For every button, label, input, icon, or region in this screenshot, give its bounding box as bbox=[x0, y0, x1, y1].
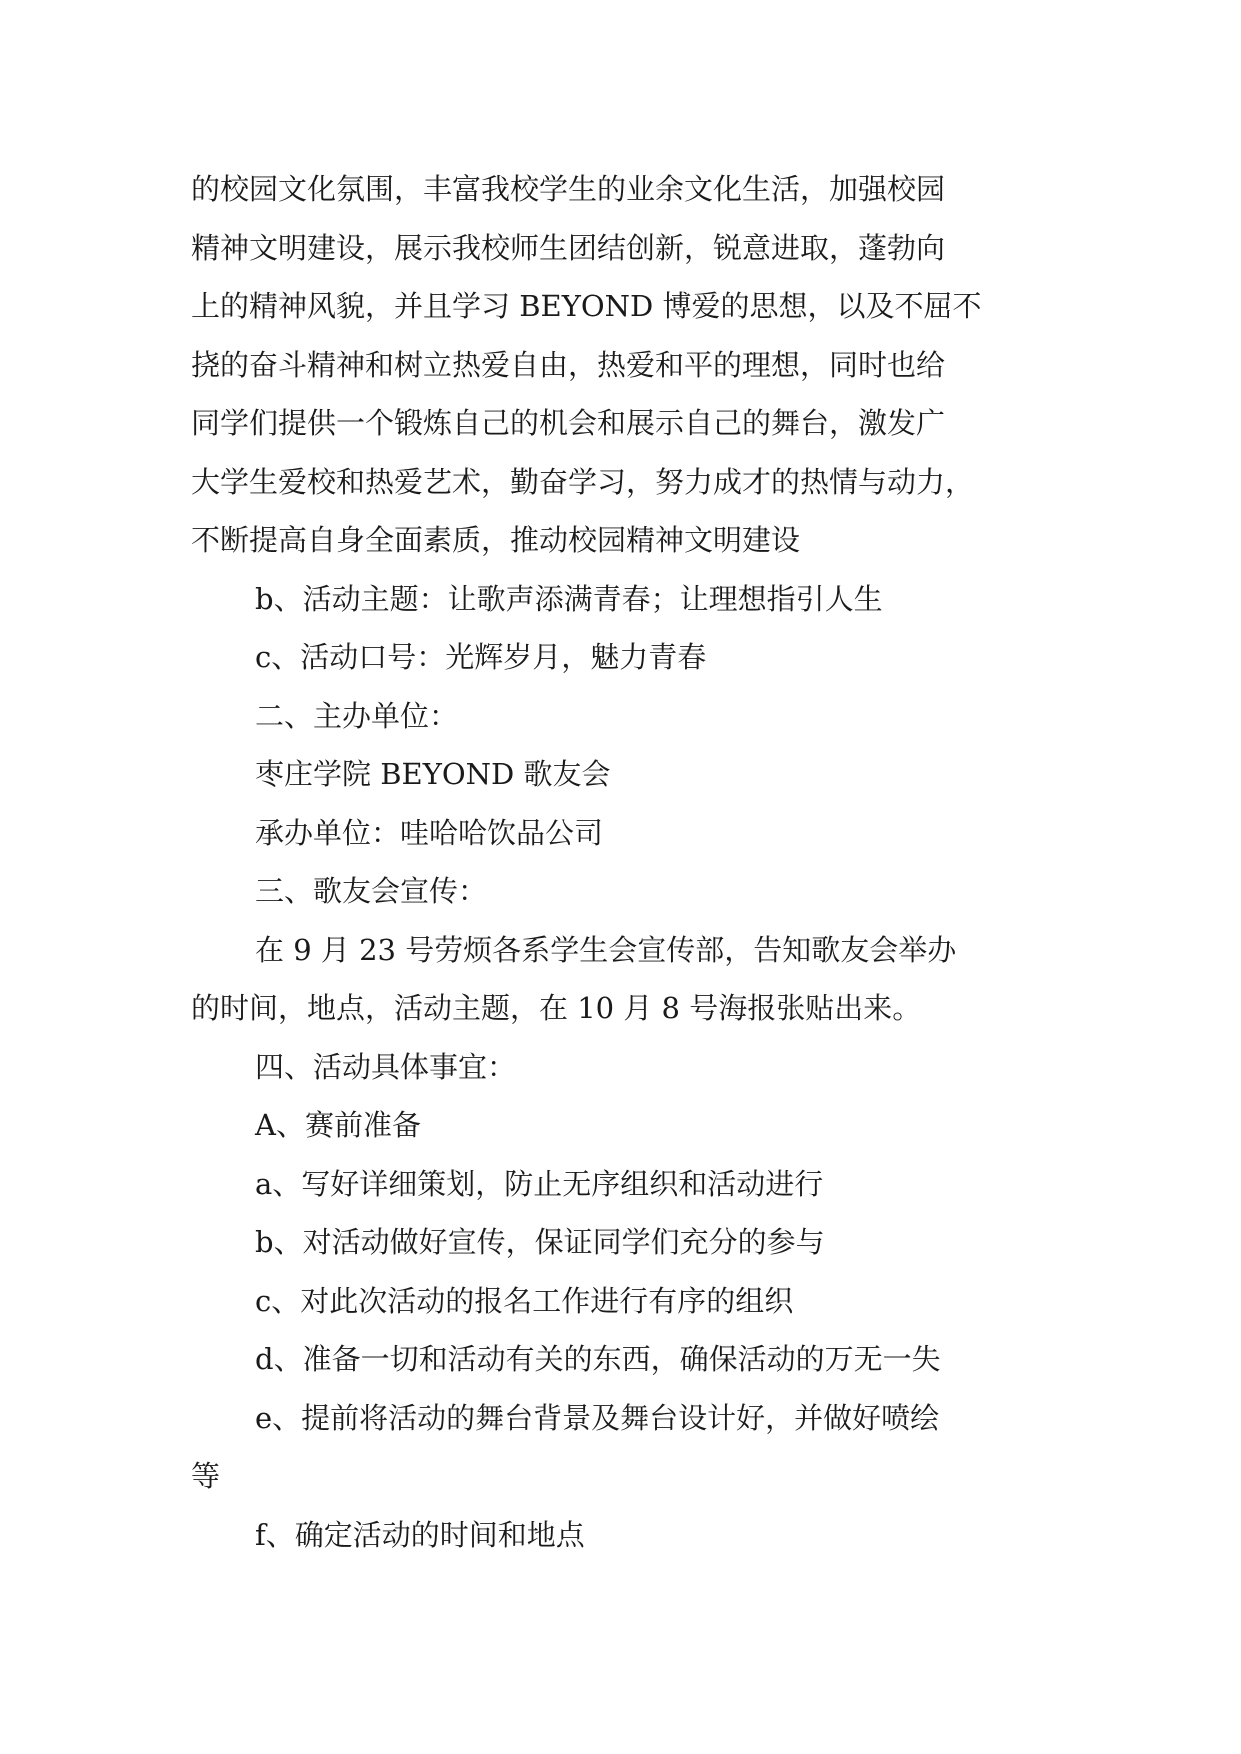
organizer-name: 枣庄学院 BEYOND 歌友会 bbox=[255, 757, 611, 791]
details-heading: 四、活动具体事宜： bbox=[255, 1049, 517, 1084]
intro-line: 不断提高自身全面素质，推动校园精神文明建设 bbox=[191, 523, 801, 557]
intro-line: 挠的奋斗精神和树立热爱自由，热爱和平的理想，同时也给 bbox=[191, 347, 946, 382]
co-organizer: 承办单位：哇哈哈饮品公司 bbox=[255, 815, 604, 850]
document-body bbox=[191, 160, 1051, 1564]
preparation-item-b: b、对活动做好宣传，保证同学们充分的参与 bbox=[255, 1225, 825, 1259]
intro-line: 上的精神风貌，并且学习 BEYOND 博爱的思想，以及不屈不 bbox=[191, 289, 982, 323]
promotion-line: 的时间，地点，活动主题，在 10 月 8 号海报张贴出来。 bbox=[191, 991, 922, 1025]
organizer-heading: 二、主办单位： bbox=[255, 698, 459, 733]
intro-line: 精神文明建设，展示我校师生团结创新，锐意进取，蓬勃向 bbox=[191, 230, 946, 265]
preparation-item-d: d、准备一切和活动有关的东西，确保活动的万无一失 bbox=[255, 1342, 941, 1376]
promotion-paragraph bbox=[191, 921, 1051, 1038]
intro-line: 大学生爱校和热爱艺术，勤奋学习，努力成才的热情与动力， bbox=[191, 464, 975, 499]
activity-theme: b、活动主题：让歌声添满青春；让理想指引人生 bbox=[255, 581, 883, 616]
preparation-item-e-line: 等 bbox=[191, 1459, 221, 1493]
preparation-item-f: f、确定活动的时间和地点 bbox=[255, 1517, 585, 1552]
preparation-item-a: a、写好详细策划，防止无序组织和活动进行 bbox=[255, 1166, 824, 1201]
preparation-heading: A、赛前准备 bbox=[255, 1108, 421, 1142]
preparation-item-e-line: e、提前将活动的舞台背景及舞台设计好，并做好喷绘 bbox=[255, 1400, 940, 1435]
intro-line: 的校园文化氛围，丰富我校学生的业余文化生活，加强校园 bbox=[191, 172, 946, 206]
promotion-heading: 三、歌友会宣传： bbox=[255, 874, 488, 908]
intro-paragraph bbox=[191, 160, 1051, 570]
promotion-line: 在 9 月 23 号劳烦各系学生会宣传部，告知歌友会举办 bbox=[255, 932, 957, 967]
intro-line: 同学们提供一个锻炼自己的机会和展示自己的舞台，激发广 bbox=[191, 406, 946, 440]
preparation-item-e bbox=[191, 1389, 1051, 1506]
preparation-item-c: c、对此次活动的报名工作进行有序的组织 bbox=[255, 1283, 794, 1318]
activity-slogan: c、活动口号：光辉岁月，魅力青春 bbox=[255, 640, 707, 674]
